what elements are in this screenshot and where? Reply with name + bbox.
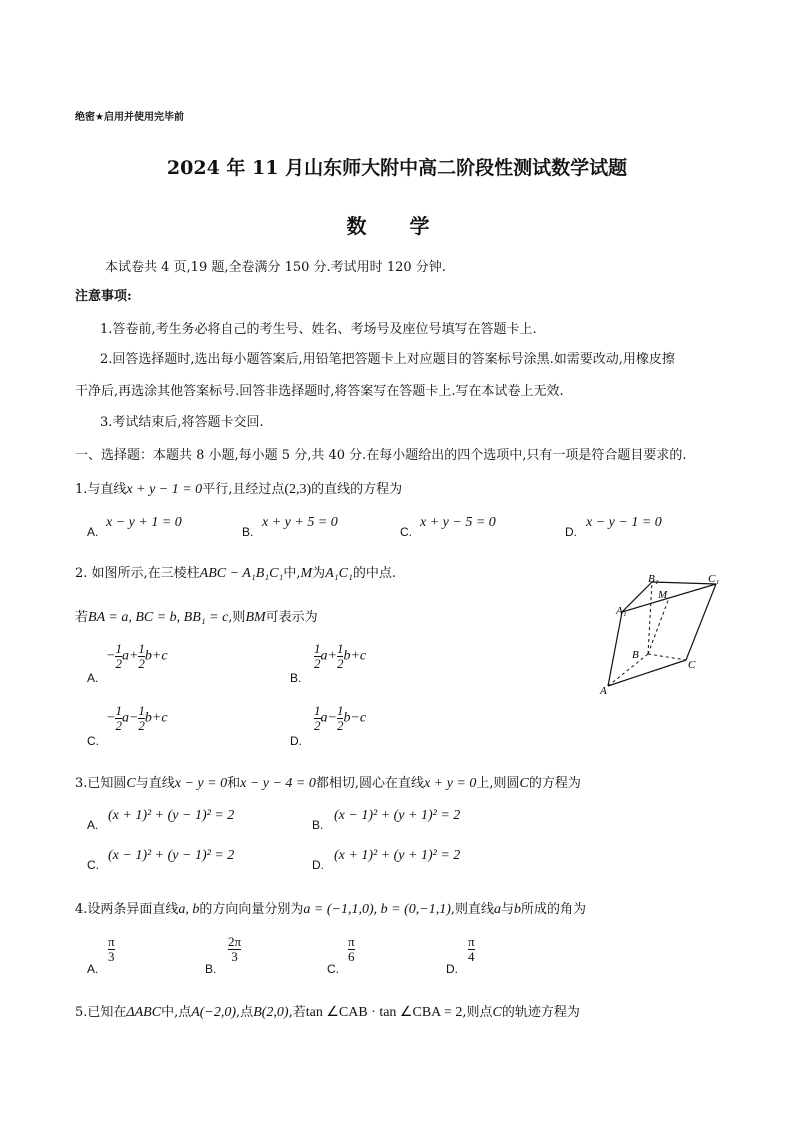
- question-3: [75, 772, 581, 792]
- q2-prism: ABC − A₁B₁C₁: [199, 566, 284, 581]
- den: 4: [468, 949, 475, 964]
- intro-text: 本试卷共 4 页,19 题,全卷满分 150 分.考试用时 120 分钟.: [105, 260, 446, 275]
- sign: −: [327, 710, 337, 726]
- subject-heading: 数 学: [346, 214, 448, 238]
- edge-cc1: [686, 584, 716, 660]
- q1-option-a-label: A.: [87, 525, 99, 539]
- q4-option-d: [468, 935, 475, 964]
- edge-ab: [608, 654, 648, 686]
- edge-bb1: [648, 582, 652, 654]
- q2-text: 为: [312, 566, 326, 581]
- vec: c: [359, 710, 367, 726]
- q2-text: 的中点.: [352, 566, 396, 581]
- vec: b: [343, 648, 351, 664]
- question-2-line2: [75, 606, 318, 626]
- fraction: [348, 935, 355, 964]
- q1-option-c-label: C.: [400, 525, 412, 539]
- q4-text: 4.设两条异面直线: [75, 902, 179, 917]
- num: 1: [336, 641, 344, 656]
- q3-text: 与直线: [135, 776, 175, 791]
- notice-item-2-cont: 干净后,再选涂其他答案标号.回答非选择题时,将答案写在答题卡上.写在本试卷上无效.: [75, 384, 564, 399]
- sign: +: [350, 648, 360, 664]
- label-b: B: [632, 649, 639, 661]
- vec: b: [343, 710, 351, 726]
- q2-option-a-label: A.: [87, 671, 99, 685]
- q2-option-b: [314, 642, 366, 671]
- den: 2: [336, 718, 344, 733]
- q1-option-d-label: D.: [565, 525, 577, 539]
- q5-text: 中,点: [161, 1005, 192, 1020]
- den: 2: [115, 656, 122, 671]
- num: π: [348, 934, 355, 949]
- q3-option-b: (x − 1)² + (y + 1)² = 2: [334, 808, 461, 823]
- q5-triangle: ΔABC: [126, 1005, 162, 1020]
- notice-heading: 注意事项:: [75, 289, 132, 304]
- q2-bm: BM: [245, 610, 266, 625]
- vec: a: [121, 648, 129, 664]
- sign: +: [151, 648, 162, 664]
- q2-text: 中,: [283, 566, 301, 581]
- notice-item-3: 3.考试结束后,将答题卡交回.: [100, 415, 264, 430]
- q5-text: 5.已知在: [75, 1005, 127, 1020]
- q2-a1c1: A₁C₁: [325, 566, 353, 581]
- label-c1: C₁: [708, 573, 720, 585]
- q4-text: 的方向向量分别为: [199, 902, 304, 917]
- q3-text: 上,则圆: [476, 776, 520, 791]
- q5-condition: tan ∠CAB · tan ∠CBA = 2: [305, 1005, 463, 1020]
- q4-option-b-label: B.: [205, 962, 217, 976]
- vec: a: [121, 710, 129, 726]
- q4-text: ,则直线: [450, 902, 494, 917]
- num: π: [468, 934, 475, 949]
- notice-item-2: 2.回答选择题时,选出每小题答案后,用铅笔把答题卡上对应题目的答案标号涂黑.如需要改动,用橡皮擦: [100, 352, 675, 367]
- num: 1: [336, 703, 344, 718]
- num: 1: [115, 703, 122, 718]
- q1-text: 1.与直线: [75, 482, 127, 497]
- q3-line1: x − y = 0: [174, 776, 228, 791]
- question-4: [75, 898, 586, 918]
- num: 1: [138, 703, 145, 718]
- q1-option-d: x − y − 1 = 0: [586, 515, 662, 530]
- num: 1: [314, 703, 321, 718]
- q1-text: 平行,且经过点: [202, 482, 285, 497]
- den: 3: [108, 949, 115, 964]
- q1-option-b-label: B.: [242, 525, 254, 539]
- den: 6: [348, 949, 355, 964]
- q1-text: 的直线的方程为: [311, 482, 403, 497]
- edge-bc: [648, 654, 686, 660]
- q1-option-a: x − y + 1 = 0: [106, 515, 182, 530]
- q3-text: 和: [227, 776, 241, 791]
- vec: c: [161, 710, 168, 726]
- q5-text: 的轨迹方程为: [501, 1005, 580, 1020]
- q3-text: 3.已知圆: [75, 776, 127, 791]
- den: 2: [138, 656, 145, 671]
- q3-option-b-label: B.: [312, 818, 324, 832]
- q3-line3: x + y = 0: [424, 776, 477, 791]
- q4-text: 与: [501, 902, 515, 917]
- q5-point-a: A(−2,0): [191, 1005, 237, 1020]
- fraction: [108, 935, 115, 964]
- q4-vectors: a = (−1,1,0), b = (0,−1,1): [303, 902, 451, 917]
- den: 2: [115, 718, 122, 733]
- num: π: [108, 934, 115, 949]
- sign: −: [106, 648, 116, 664]
- q4-option-a: [108, 935, 115, 964]
- label-a: A: [600, 685, 607, 697]
- q2-m: M: [300, 566, 313, 581]
- q1-option-c: x + y − 5 = 0: [420, 515, 496, 530]
- q2-option-d: [314, 704, 366, 733]
- vec: b: [144, 648, 152, 664]
- edge-b1c1: [652, 582, 716, 584]
- den: 2: [314, 656, 321, 671]
- q4-option-c: [348, 935, 355, 964]
- vec: c: [359, 648, 367, 664]
- num: 2π: [228, 934, 242, 949]
- q4-option-d-label: D.: [446, 962, 458, 976]
- q1-point: (2,3): [284, 482, 312, 497]
- q1-option-b: x + y + 5 = 0: [262, 515, 338, 530]
- q5-text: ,点: [236, 1005, 254, 1020]
- fraction: [228, 935, 241, 964]
- question-1: [75, 478, 402, 498]
- num: 1: [115, 641, 122, 656]
- q3-option-a: (x + 1)² + (y − 1)² = 2: [108, 808, 235, 823]
- q3-c: C: [519, 776, 529, 791]
- q3-line2: x − y − 4 = 0: [240, 776, 316, 791]
- q5-point-b: B(2,0): [253, 1005, 289, 1020]
- sign: +: [128, 648, 139, 664]
- q2-text: 若: [75, 610, 89, 625]
- den: 2: [336, 656, 344, 671]
- vec: c: [161, 648, 168, 664]
- q5-text: ,若: [288, 1005, 306, 1020]
- q3-c: C: [126, 776, 136, 791]
- q4-text: 所成的角为: [521, 902, 587, 917]
- sign: +: [327, 648, 337, 664]
- edge-bm: [648, 598, 669, 654]
- label-c: C: [688, 659, 696, 671]
- sign: −: [128, 710, 139, 726]
- secret-label: 绝密★启用并使用完毕前: [75, 112, 184, 123]
- question-2: [75, 562, 396, 582]
- q3-text: 的方程为: [528, 776, 581, 791]
- sign: +: [151, 710, 162, 726]
- vec: a: [320, 648, 328, 664]
- label-m: M: [658, 589, 668, 601]
- fraction: [468, 935, 475, 964]
- den: 2: [314, 718, 321, 733]
- q4-b: b: [514, 902, 522, 917]
- notice-item-1: 1.答卷前,考生务必将自己的考生号、姓名、考场号及座位号填写在答题卡上.: [100, 322, 537, 337]
- section-heading: 一、选择题：本题共 8 小题,每小题 5 分,共 40 分.在每小题给出的四个选项中,只有一项是符合题目要求的.: [75, 448, 687, 463]
- q4-a: a: [494, 902, 501, 917]
- q2-option-c-label: C.: [87, 734, 99, 748]
- den: 2: [138, 718, 145, 733]
- q5-c: C: [492, 1005, 502, 1020]
- q1-line-eq: x + y − 1 = 0: [126, 482, 203, 497]
- edge-aa1: [608, 612, 622, 686]
- q3-option-c: (x − 1)² + (y − 1)² = 2: [108, 848, 235, 863]
- q4-option-c-label: C.: [327, 962, 339, 976]
- q2-option-d-label: D.: [290, 734, 302, 748]
- num: 1: [314, 641, 321, 656]
- label-b1: B₁: [648, 573, 659, 585]
- q3-option-d-label: D.: [312, 858, 324, 872]
- page-title: 2024 年 11 月山东师大附中高二阶段性测试数学试题: [166, 157, 628, 179]
- prism-figure: [598, 568, 732, 698]
- q3-text: 都相切,圆心在直线: [315, 776, 425, 791]
- q2-vectors: BA = a, BC = b, BB₁ = c: [88, 610, 229, 625]
- q4-option-b: [228, 935, 241, 964]
- vec: a: [320, 710, 328, 726]
- q2-option-c: [106, 704, 168, 733]
- label-a1: A₁: [616, 605, 627, 617]
- sign: −: [350, 710, 360, 726]
- q2-option-a: [106, 642, 168, 671]
- den: 3: [231, 949, 238, 964]
- q2-text: 2. 如图所示,在三棱柱: [75, 566, 200, 581]
- q3-option-c-label: C.: [87, 858, 99, 872]
- q2-text: ,则: [228, 610, 246, 625]
- q3-option-a-label: A.: [87, 818, 99, 832]
- q3-option-d: (x + 1)² + (y + 1)² = 2: [334, 848, 461, 863]
- q2-option-b-label: B.: [290, 671, 302, 685]
- sign: −: [106, 710, 116, 726]
- edge-ac: [608, 660, 686, 686]
- q4-ab: a, b: [178, 902, 200, 917]
- vec: b: [144, 710, 152, 726]
- num: 1: [138, 641, 145, 656]
- question-5: [75, 1001, 580, 1021]
- q5-text: ,则点: [462, 1005, 493, 1020]
- q2-text: 可表示为: [265, 610, 318, 625]
- q4-option-a-label: A.: [87, 962, 99, 976]
